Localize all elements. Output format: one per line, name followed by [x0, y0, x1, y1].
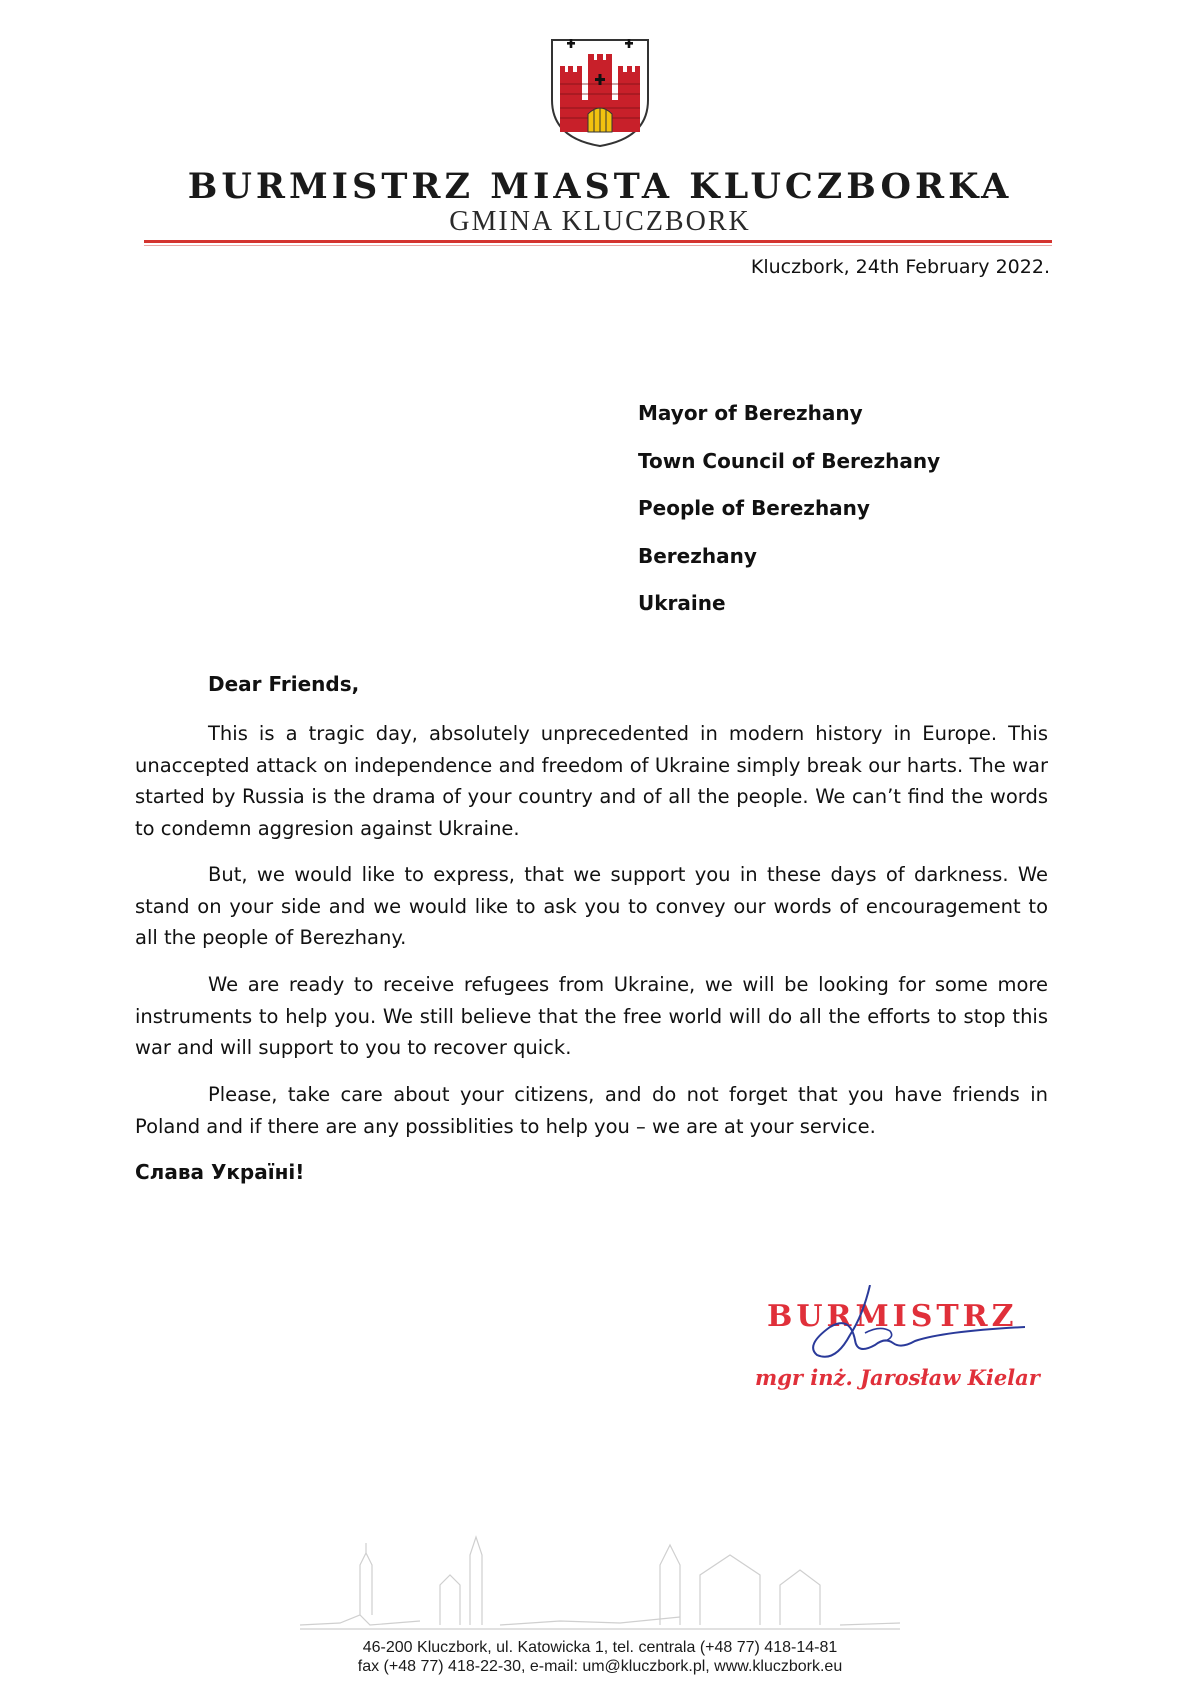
city-skyline-watermark-icon: [300, 1525, 900, 1635]
footer-contact: [0, 1638, 1200, 1676]
addressee-line: Berezhany: [638, 543, 757, 568]
coat-of-arms-icon: [550, 38, 650, 148]
office-title: BURMISTRZ MIASTA KLUCZBORKA: [187, 166, 1013, 207]
signature-stamp: [755, 1285, 1040, 1405]
closing-salutation: Слава Україні!: [135, 1160, 305, 1184]
office-subtitle: GMINA KLUCZBORK: [449, 206, 751, 237]
header-divider-thin: [144, 245, 1052, 246]
addressee-line: Mayor of Berezhany: [638, 401, 863, 425]
addressee-line: Ukraine: [638, 591, 726, 615]
footer-address: 46-200 Kluczbork, ul. Katowicka 1, tel. centrala (+48 77) 418-14-81: [362, 1639, 838, 1656]
body-paragraph: This is a tragic day, absolutely unprecedented in modern history in Europe. This unaccepted attack on independence and freedom of Ukraine simply break our harts. The war started by Russia is the drama of your country and of all the people. We can’t find the words to condemn aggresion against Ukraine.: [135, 722, 1048, 840]
addressee-line: People of Berezhany: [638, 496, 870, 520]
greeting: Dear Friends,: [208, 672, 360, 696]
handwritten-signature-icon: [775, 1285, 1025, 1385]
body-paragraph: Please, take care about your citizens, and do not forget that you have friends in Poland and if there are any possiblities to help you – we are at your service.: [135, 1083, 1048, 1138]
addressee-line: Town Council of Berezhany: [638, 448, 941, 473]
signatory-name: mgr inż. Jarosław Kielar: [755, 1365, 1040, 1390]
stamp-title: BURMISTRZ: [767, 1299, 1018, 1334]
body-paragraph: We are ready to receive refugees from Ukraine, we will be looking for some more instruments to help you. We still believe that the free world will do all the efforts to stop this war and will support to you to recover quick.: [135, 973, 1048, 1059]
header-divider: [144, 240, 1052, 243]
letter-date: Kluczbork, 24th February 2022.: [750, 256, 1050, 278]
body-paragraph: But, we would like to express, that we support you in these days of darkness. We stand on your side and we would like to ask you to convey our words of encouragement to all the people of Berezhany.: [135, 863, 1048, 949]
addressee-block: [638, 390, 940, 628]
footer-fax-email: fax (+48 77) 418-22-30, e-mail: um@kluczbork.pl, www.kluczbork.eu: [357, 1658, 843, 1675]
